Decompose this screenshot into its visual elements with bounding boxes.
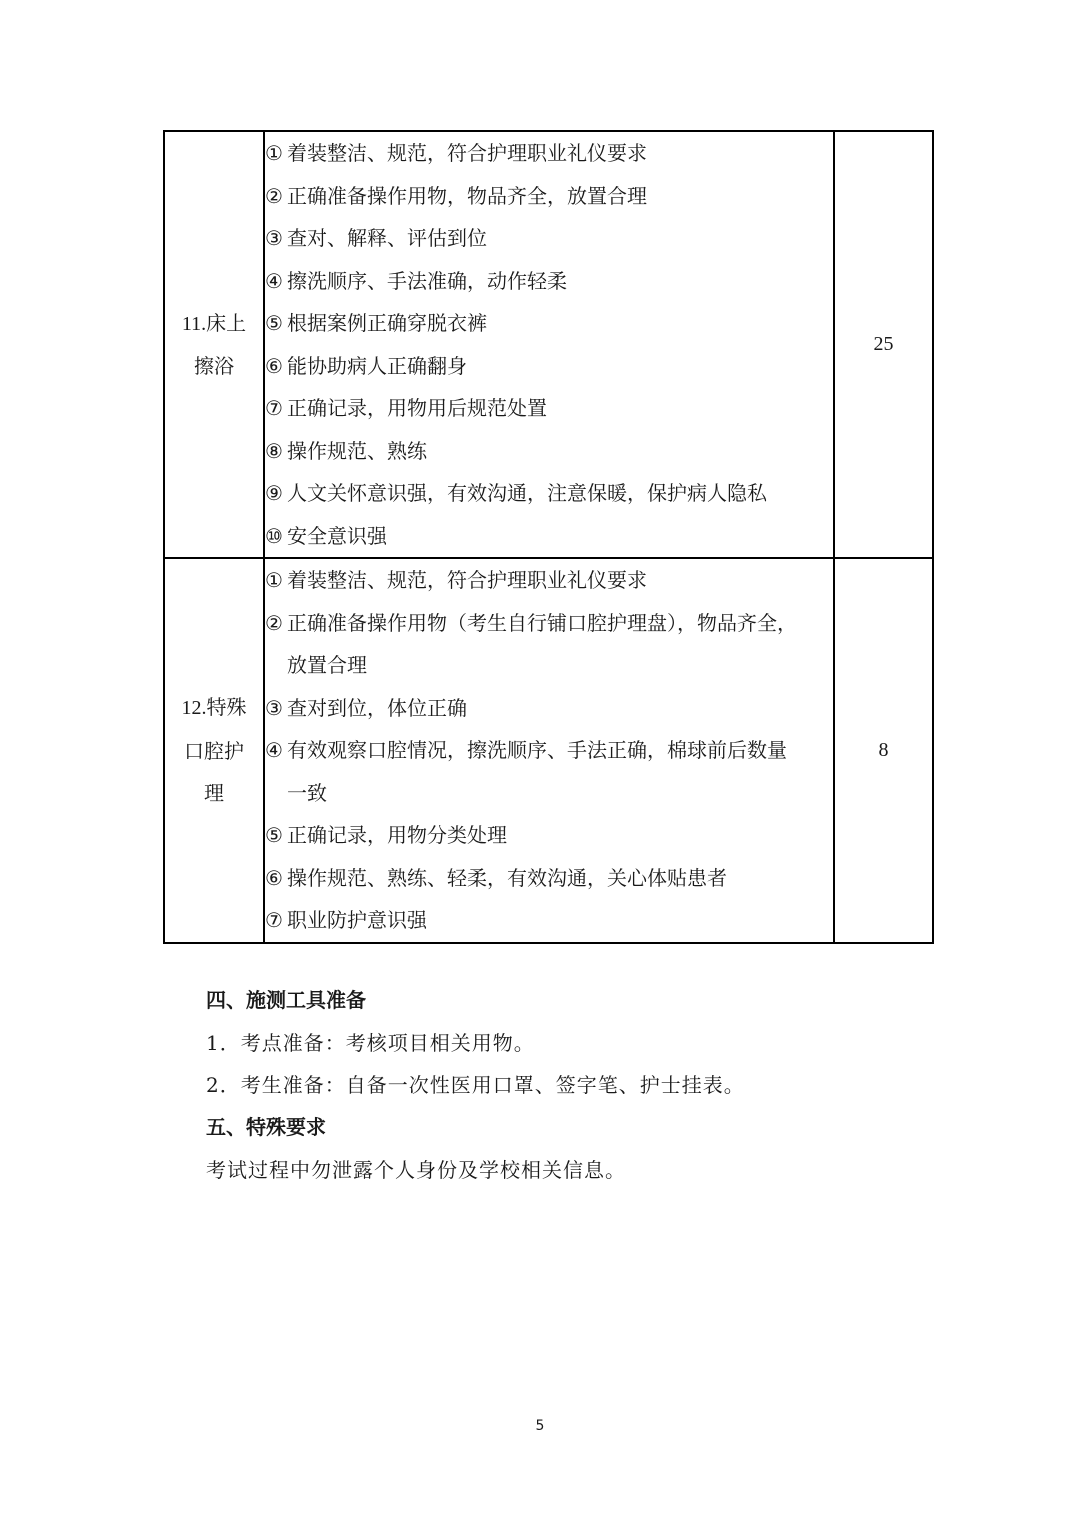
paragraph: 2．考生准备：自备一次性医用口罩、签字笔、护士挂表。 xyxy=(206,1073,745,1097)
item-marker: ③ xyxy=(265,695,283,720)
item-text: 操作规范、熟练 xyxy=(287,438,427,463)
item-marker: ③ xyxy=(265,226,283,250)
item-text: 查对、解释、评估到位 xyxy=(287,226,487,250)
item-marker: ⑧ xyxy=(265,438,283,463)
item-marker: ⑥ xyxy=(265,865,283,890)
item-marker: ② xyxy=(265,183,283,208)
item-name-cell xyxy=(164,131,264,558)
item-marker: ⑦ xyxy=(265,396,283,420)
assessment-table xyxy=(163,130,934,944)
criteria-item xyxy=(265,687,833,730)
criteria-cell xyxy=(264,558,834,943)
criteria-item xyxy=(265,857,833,900)
section-heading: 四、施测工具准备 xyxy=(206,988,366,1012)
item-name-line: 口腔护 xyxy=(184,738,244,763)
criteria-item xyxy=(265,175,833,218)
criteria-item xyxy=(265,515,833,558)
item-text: 根据案例正确穿脱衣裤 xyxy=(287,311,487,335)
item-marker: ② xyxy=(265,610,283,635)
item-marker: ⑤ xyxy=(265,311,283,335)
item-marker: ⑤ xyxy=(265,823,283,847)
criteria-item xyxy=(265,302,833,345)
criteria-item xyxy=(265,345,833,388)
score-cell: 8 xyxy=(834,558,933,943)
item-text: 着装整洁、规范，符合护理职业礼仪要求 xyxy=(287,568,647,592)
item-text-continued: 一致 xyxy=(287,780,327,805)
item-marker: ① xyxy=(265,568,283,592)
item-text-continued: 放置合理 xyxy=(287,653,367,677)
paragraph: 考试过程中勿泄露个人身份及学校相关信息。 xyxy=(206,1158,626,1182)
item-text: 着装整洁、规范，符合护理职业礼仪要求 xyxy=(287,141,647,165)
criteria-item xyxy=(265,472,833,515)
item-text: 安全意识强 xyxy=(287,523,387,548)
paragraph: 1．考点准备：考核项目相关用物。 xyxy=(206,1031,535,1055)
criteria-item xyxy=(265,602,833,687)
item-name-line: 理 xyxy=(204,781,224,805)
item-text: 正确准备操作用物，物品齐全，放置合理 xyxy=(287,183,647,208)
criteria-item xyxy=(265,814,833,857)
item-marker: ⑦ xyxy=(265,908,283,932)
table-row xyxy=(164,558,933,943)
criteria-item xyxy=(265,387,833,430)
item-marker: ① xyxy=(265,141,283,165)
criteria-item xyxy=(265,217,833,260)
section-heading: 五、特殊要求 xyxy=(206,1115,326,1139)
criteria-item xyxy=(265,132,833,175)
item-number: 12. xyxy=(181,697,207,719)
item-text: 有效观察口腔情况，擦洗顺序、手法正确，棉球前后数量 xyxy=(287,738,787,762)
item-text: 查对到位，体位正确 xyxy=(287,695,467,720)
item-text: 擦洗顺序、手法准确，动作轻柔 xyxy=(287,268,567,293)
item-name-cell xyxy=(164,558,264,943)
item-name-line: 床上 xyxy=(206,310,247,335)
criteria-item xyxy=(265,430,833,473)
item-marker: ⑥ xyxy=(265,353,283,378)
item-marker: ⑩ xyxy=(265,523,283,548)
item-marker: ④ xyxy=(265,738,283,762)
item-text: 能协助病人正确翻身 xyxy=(287,353,467,378)
item-text: 职业防护意识强 xyxy=(287,908,427,932)
criteria-item xyxy=(265,899,833,942)
criteria-item xyxy=(265,559,833,602)
item-text: 操作规范、熟练、轻柔，有效沟通，关心体贴患者 xyxy=(287,865,727,890)
item-text: 正确准备操作用物（考生自行铺口腔护理盘），物品齐全， xyxy=(287,610,797,635)
criteria-item xyxy=(265,729,833,814)
item-name-line: 特殊 xyxy=(206,695,247,719)
criteria-item xyxy=(265,260,833,303)
item-text: 人文关怀意识强，有效沟通，注意保暖，保护病人隐私 xyxy=(287,481,767,505)
item-name-line: 擦浴 xyxy=(194,354,234,378)
score-cell: 25 xyxy=(834,131,933,558)
criteria-cell xyxy=(264,131,834,558)
item-text: 正确记录，用物分类处理 xyxy=(287,823,507,847)
item-marker: ④ xyxy=(265,268,283,293)
table-row xyxy=(164,131,933,558)
item-marker: ⑨ xyxy=(265,481,283,505)
page-number: 5 xyxy=(535,1418,545,1434)
item-text: 正确记录，用物用后规范处置 xyxy=(287,396,547,420)
item-number: 11. xyxy=(181,312,207,335)
